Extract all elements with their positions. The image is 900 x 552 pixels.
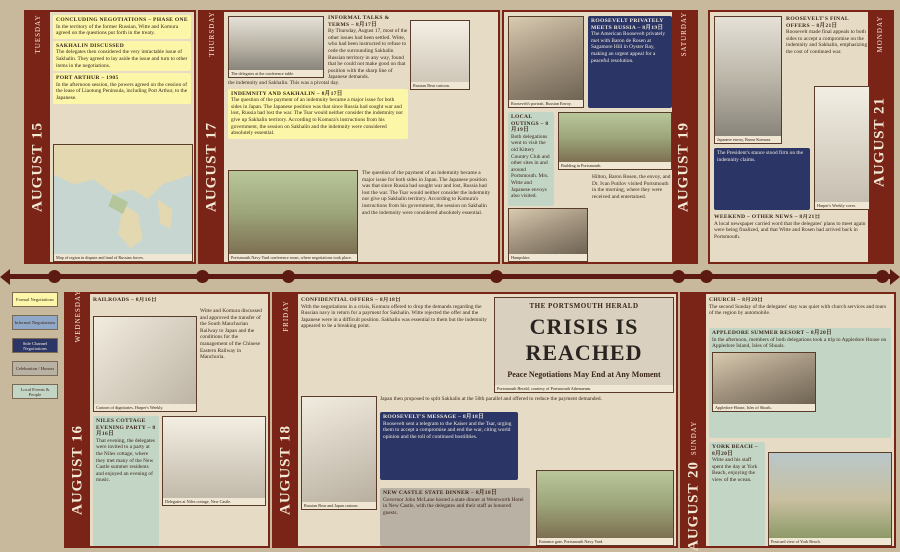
date-label: AUGUST 20 — [685, 460, 702, 551]
section-body: In the territory of the former Russian, Witte and Komura agreed on the questions put forth in the treaty. — [56, 23, 179, 37]
photo-caption: Appledore House, Isles of Shoals. — [713, 404, 815, 411]
section-body: The American Roosevelt privately met with Baron de Rosen at Sagamore Hill in Oyster Bay, making an urgent appeal for a peaceful resolution. — [591, 31, 666, 64]
timeline-dot — [700, 270, 713, 283]
date-band — [868, 12, 892, 262]
section-body: By Thursday, August 17, most of the other issues had been settled. Witte, who had been instructed to refuse to cede the surrounding Sakhalin Russian territory in any way, found that he could not make good on that position with the sharp line of Japanese demands. — [328, 28, 408, 81]
section-body: With the negotiations in a crisis, Komura offered to drop the demands regarding the Russian navy in return for a payment for Sakhalin. Witte rejected the offer and the Japanese were in a difficult position. Sakhalin was essential to them but the indemnity appeared to be a breaking point. — [301, 303, 487, 330]
photo-caption: Harper's Weekly cover. — [815, 202, 869, 209]
section — [380, 412, 518, 480]
photo-caption: Delegates at Niles cottage, New Castle. — [163, 498, 265, 505]
date-band — [682, 294, 706, 551]
section — [53, 15, 191, 39]
photo-harpers — [814, 86, 870, 210]
section-body: Witte and his staff spent the day at York Beach, enjoying the view of the ocean. — [712, 457, 758, 483]
date-band — [672, 12, 696, 262]
weekday-label: FRIDAY — [282, 300, 290, 332]
section-body: the indemnity and Sakhalin. This was a pivotal day. — [228, 80, 340, 86]
section — [53, 41, 191, 71]
date-band — [274, 294, 298, 546]
photo-caption: Postcard view of York Beach. — [769, 538, 891, 545]
photo-cartoon — [301, 396, 377, 510]
date-label: AUGUST 18 — [277, 425, 294, 516]
newspaper-clipping — [494, 297, 674, 393]
panel-aug20 — [680, 292, 896, 551]
legend-local: Local Events & People — [12, 384, 58, 399]
photo-york-beach — [768, 452, 892, 546]
panel-aug16 — [64, 289, 270, 548]
photo-caption: Japanese envoy, Baron Komura. — [715, 136, 781, 143]
timeline-arrow-right — [890, 269, 900, 285]
section-body: The delegates then considered the very intractable issue of Sakhalin. They agreed to lay aside the issue and turn to other items in the negotiations. — [56, 49, 188, 69]
section-body: Governor John McLane hosted a state dinner at Wentworth Hotel in New Castle, with the delegates and their staff as honored guests. — [383, 496, 524, 516]
section — [228, 89, 408, 139]
date-band — [26, 12, 50, 262]
photo-cartoon — [410, 20, 470, 90]
section-body: In the afternoon session, the powers agreed on the cession of the lease of Liaotung Peninsula, including Port Arthur, to the Japanese. — [56, 81, 188, 101]
section-body: Japan then proposed to split Sakhalin at the 50th parallel and offered to reduce the payment demanded. — [380, 396, 602, 402]
timeline-dot — [196, 270, 209, 283]
map-icon — [54, 145, 192, 254]
timeline-dot — [876, 270, 889, 283]
photo-caption: Hampshire. — [509, 249, 587, 261]
section-heading: INFORMAL TALKS & TERMS – 8月17日 — [328, 15, 390, 28]
section-body: The second Sunday of the delegates' stay was quiet with church services and tours of the region by automobile. — [709, 303, 887, 317]
section-body: The question of the payment of an indemnity became a major issue for both sides in Japan. The Japanese position was that since Russia had sought war and lost, Russia had lost the war. The Tsar would neither consider the indemnity nor give up Sakhalin territory. According to Komura's instructions from his government, the session on Sakhalin and the indemnity were considered absolutely essential. — [231, 97, 404, 137]
section-heading: CONFIDENTIAL OFFERS – 8月18日 — [301, 297, 401, 303]
date-label: AUGUST 21 — [871, 97, 888, 187]
panel-aug15 — [24, 10, 196, 264]
date-label: AUGUST 16 — [69, 425, 86, 516]
section-heading: INDEMNITY AND SAKHALIN – 8月17日 — [231, 90, 343, 97]
weekday-label: TUESDAY — [34, 14, 42, 54]
date-band — [66, 289, 90, 546]
panel-aug17 — [198, 10, 500, 264]
photo-street — [508, 208, 588, 262]
section-body: A local newspaper carried word that the delegates' plans to meet again were being finalized, and that Witte and Rosen had arrived back in Portsmouth. — [714, 220, 866, 240]
photo-caption: Map of region in dispute and land of Russian forces. — [54, 254, 192, 261]
photo-envoy — [714, 16, 782, 144]
section-heading: ROOSEVELT PRIVATELY MEETS RUSSIA – 8月19日 — [591, 18, 664, 31]
photo-caption: Russian Bear and Japan cartoon. — [302, 502, 376, 509]
section-body: The President's stance stood firm on the indemnity claims. — [717, 150, 804, 163]
legend-side: Side Channel Negotiations — [12, 338, 58, 353]
section-heading: NEW CASTLE STATE DINNER – 8月18日 — [383, 490, 497, 496]
photo-building — [558, 112, 672, 170]
section-heading: ROOSEVELT'S MESSAGE – 8月18日 — [383, 414, 484, 420]
section-heading: YORK BEACH – 8月20日 — [712, 444, 758, 457]
section-body: That evening, the delegates were invited to a party at the Niles cottage, where they met many of the New Castle summer residents and enjoyed an evening of music. — [96, 437, 155, 484]
weekday-label: SATURDAY — [680, 11, 688, 57]
timeline-dot — [48, 270, 61, 283]
photo-room — [228, 170, 358, 262]
section — [709, 442, 765, 546]
section-body: Roosevelt made final appeals to both sides to accept a compromise on the indemnity and Sakhalin, emphasizing the cost of continued war. — [786, 29, 868, 55]
date-label: AUGUST 19 — [675, 122, 692, 212]
photo-caption: Cartoon of dignitaries, Harper's Weekly. — [94, 404, 196, 411]
photo-caption: Portsmouth Navy Yard conference room, where negotiations took place. — [229, 254, 357, 261]
photo-party — [162, 416, 266, 506]
section — [93, 416, 159, 546]
section-heading: PORT ARTHUR – 1905 — [56, 75, 119, 82]
section — [508, 112, 554, 206]
photo-gate — [536, 470, 674, 546]
date-band — [200, 12, 224, 262]
legend-informal: Informal Negotiations — [12, 315, 58, 330]
photo-caption: Entrance gate, Portsmouth Navy Yard. — [537, 538, 673, 545]
section-heading: CHURCH – 8月20日 — [709, 297, 764, 303]
weekday-label: THURSDAY — [208, 11, 216, 57]
panel-aug18 — [272, 292, 678, 548]
section — [714, 148, 810, 210]
weekday-label: WEDNESDAY — [74, 289, 82, 343]
timeline-line — [8, 274, 892, 279]
photo-caption: The delegates at the conference table. — [229, 70, 323, 77]
section — [380, 488, 530, 546]
photo-conference — [228, 16, 324, 78]
panel-aug19 — [502, 10, 698, 264]
photo-caption: Building in Portsmouth. — [559, 162, 671, 169]
section-heading: NILES COTTAGE EVENING PARTY – 8月16日 — [96, 418, 156, 438]
newspaper-subhead: Peace Negotiations May End at Any Moment — [507, 370, 661, 379]
section-heading: RAILROADS – 8月16日 — [93, 297, 157, 303]
date-label: AUGUST 15 — [29, 122, 46, 212]
section — [588, 16, 672, 108]
section-body: In the afternoon, members of both delegations took a trip to Appledore House on Appledore Island, Isles of Shoals. — [712, 336, 887, 350]
section-body: Roosevelt sent a telegram to the Kaiser and the Tsar, urging them to accept a compromise and end the war, citing world opinion and the toll of continued hostilities. — [383, 420, 512, 440]
newspaper-headline: CRISIS IS REACHED — [525, 314, 643, 365]
section-heading: SAKHALIN DISCUSSED — [56, 42, 125, 49]
weekday-label: MONDAY — [876, 15, 884, 53]
timeline-dot — [672, 270, 685, 283]
newspaper-masthead: THE PORTSMOUTH HERALD — [529, 302, 639, 310]
map-image — [53, 144, 193, 262]
date-label: AUGUST 17 — [203, 122, 220, 212]
section-body: Witte and Komura discussed and approved the transfer of the South Manchurian Railway to Japan and the conditions for the management of the Chinese Eastern Railway in Manchuria. — [200, 308, 262, 361]
photo-appledore — [712, 352, 816, 412]
section-body: The question of the payment of an indemnity became a major issue for both sides in Japan. The Japanese position was that since Russia had sought war and lost, Russia had lost the war. The Tsar would neither consider the indemnity nor give up Sakhalin territory. According to Komura's instructions from his government, the session on Sakhalin and the indemnity were considered absolutely essential. — [362, 170, 491, 216]
section-heading: APPLEDORE SUMMER RESORT – 8月20日 — [712, 330, 832, 336]
photo-caption: Portsmouth Herald, courtesy of Portsmouth Athenaeum. — [495, 385, 673, 392]
timeline-dot — [282, 270, 295, 283]
legend — [12, 292, 58, 407]
photo-caption: Roosevelt's portrait, Russian Envoy. — [509, 100, 583, 107]
section-body: Both delegations went to visit the old Kittery Country Club and other sites in and around Portsmouth. Mrs. Witte and Japanese envoys also visited. — [511, 133, 550, 200]
section-heading: ROOSEVELT'S FINAL OFFERS – 8月21日 — [786, 16, 849, 29]
timeline-dot — [490, 270, 503, 283]
section-body: Hilton, Baron Rosen, the envoy, and Dr. Ivan Putilov visited Portsmouth in the morning, where they were received and entertained. — [592, 174, 671, 200]
section — [53, 73, 191, 103]
panel-aug21 — [708, 10, 894, 264]
photo-caption: Russian Bear cartoon. — [411, 82, 469, 89]
legend-formal: Formal Negotiations — [12, 292, 58, 307]
section-heading: CONCLUDING NEGOTIATIONS – PHASE ONE — [56, 17, 188, 23]
photo-cartoon — [93, 316, 197, 412]
section-heading: WEEKEND – OTHER NEWS – 8月21日 — [714, 214, 821, 220]
legend-celebration: Celebration / Honors — [12, 361, 58, 376]
section-heading: LOCAL OUTINGS – 8月19日 — [511, 114, 549, 134]
weekday-label: SUNDAY — [690, 420, 698, 456]
photo-portrait — [508, 16, 584, 108]
